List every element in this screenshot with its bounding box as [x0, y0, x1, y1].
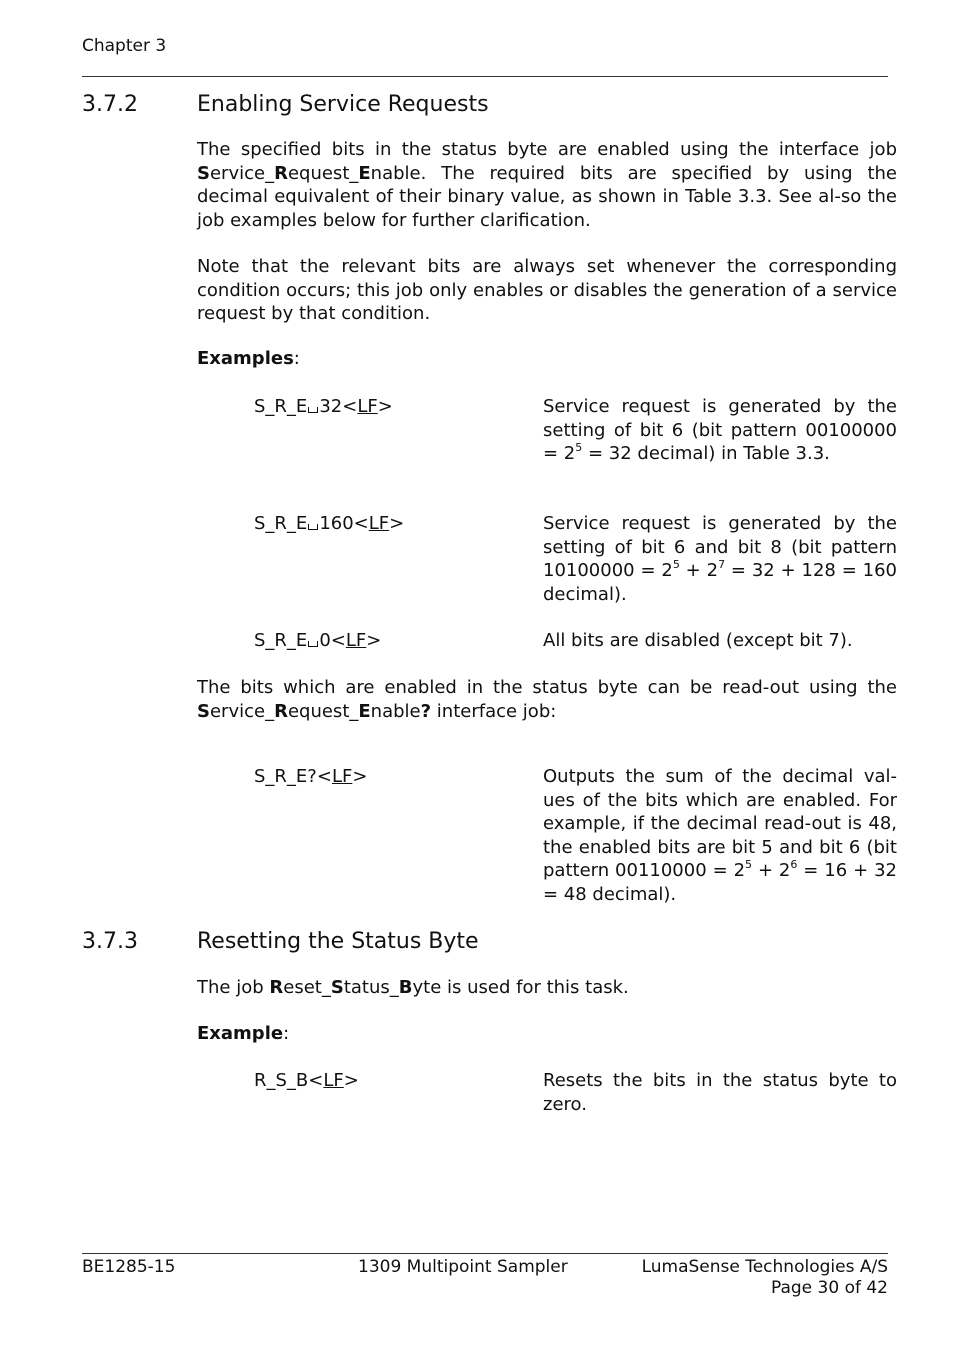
section-title-resetting-status-byte: Resetting the Status Byte	[197, 929, 479, 954]
job-letter: S	[197, 700, 210, 722]
section-number-3-7-2: 3.7.2	[82, 92, 138, 117]
job-letter: R	[274, 162, 288, 184]
space-symbol-icon	[308, 524, 318, 530]
footer-company-page	[642, 1257, 888, 1299]
example-description: Service request is generated by the setting of bit 6 and bit 8 (bit pattern $10100000 = 2^5 + 2^7 = 32 + 128 = 160$ decimal).	[543, 513, 897, 605]
job-letter: ?	[420, 700, 432, 722]
section-title-enabling-service-requests: Enabling Service Requests	[197, 92, 489, 117]
paragraph-reset: The job Reset_Status_Byte is used for this task.	[197, 977, 629, 998]
lf-link: LF	[323, 1070, 344, 1091]
lf-link: LF	[368, 513, 390, 534]
lf-link: LF	[357, 396, 378, 417]
reset-command: R_S_B<LF>	[254, 1070, 359, 1091]
job-letter: E	[358, 700, 371, 722]
space-symbol-icon	[308, 407, 318, 413]
example-command: S_R_E 160<LF>	[254, 513, 405, 534]
paragraph-intro: The specified bits in the status byte are enabled using the interface job Service_Request_Enable. The required bits are specified by using the decimal equivalent of their binary value, as shown in Table 3.3. See al-so the job examples below for further clarification.	[197, 139, 897, 231]
examples-label: Examples:	[197, 348, 300, 369]
job-letter: R	[274, 700, 288, 722]
job-letter: S	[330, 977, 344, 998]
job-letter: B	[398, 977, 413, 998]
query-command: S_R_E?<LF>	[254, 766, 368, 787]
job-letter: R	[269, 977, 284, 998]
example-command: S_R_E 0<LF>	[254, 630, 382, 651]
footer-doc-id: BE1285-15	[82, 1257, 176, 1277]
paragraph-readout: The bits which are enabled in the status byte can be read-out using the Service_Request_Enable? interface job:	[197, 677, 897, 722]
example-label: Example:	[197, 1023, 290, 1044]
example-description: All bits are disabled (except bit 7).	[543, 630, 853, 651]
footer-divider	[82, 1253, 888, 1254]
query-description: Outputs the sum of the decimal val-ues of the bits which are enabled. For example, if the decimal read-out is 48, the enabled bits are bit 5 and bit 6 (bit pattern $00110000 = 2^5 + 2^6 = 16 + 32 = 48$ decimal).	[543, 766, 897, 905]
job-letter: E	[358, 162, 371, 184]
footer-company: LumaSense Technologies A/S	[641, 1257, 888, 1277]
job-letter: S	[197, 162, 210, 184]
example-description: Service request is generated by the setting of bit 6 (bit pattern $00100000 = 2^5 = 32$ decimal) in Table 3.3.	[543, 396, 897, 464]
example-command: S_R_E 32<LF>	[254, 396, 393, 417]
footer-product: 1309 Multipoint Sampler	[358, 1257, 568, 1277]
space-symbol-icon	[308, 641, 318, 647]
paragraph-note: Note that the relevant bits are always set whenever the corresponding condition occurs; this job only enables or disables the generation of a service request by that condition.	[197, 256, 897, 324]
lf-link: LF	[345, 630, 367, 651]
section-number-3-7-3: 3.7.3	[82, 929, 138, 954]
reset-description: Resets the bits in the status byte to zero.	[543, 1070, 897, 1115]
chapter-header: Chapter 3	[82, 36, 167, 56]
lf-link: LF	[331, 766, 353, 787]
footer-page-number: Page 30 of 42	[770, 1278, 888, 1298]
header-divider	[82, 76, 888, 77]
